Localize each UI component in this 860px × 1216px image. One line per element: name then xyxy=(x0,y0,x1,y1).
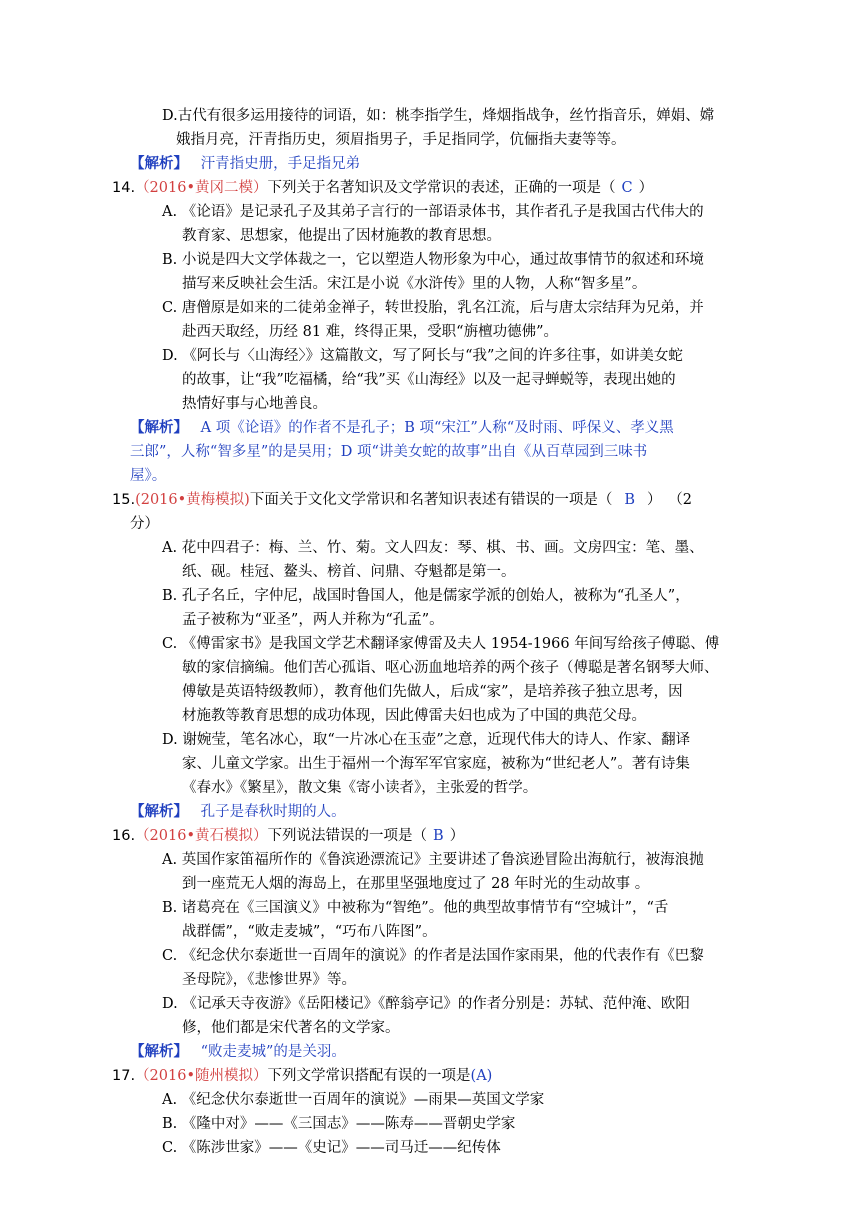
q17-stem xyxy=(112,1066,492,1086)
q16-option-d-line2: 修，他们都是宋代著名的文学家。 xyxy=(182,1020,400,1036)
question-text: 下列文学常识搭配有误的一项是 xyxy=(267,1068,471,1084)
analysis-label: 【解析】 xyxy=(130,419,188,436)
q14-option-a-line2: 教育家、思想家，他提出了因材施教的教育思想。 xyxy=(182,228,501,244)
question-close: ） xyxy=(647,492,662,508)
q15-option-d-line2: 家、儿童文学家。出生于福州一个海军军官家庭，被称为“世纪老人”。著有诗集 xyxy=(182,756,690,772)
q14-option-d-line1: D. 《阿长与〈山海经〉》这篇散文，写了阿长与“我”之间的许多往事，如讲美女蛇 xyxy=(162,348,683,364)
q15-analysis xyxy=(130,802,346,822)
q14-option-b-line1: B. 小说是四大文学体裁之一，它以塑造人物形象为中心，通过故事情节的叙述和环境 xyxy=(162,252,704,268)
q15-option-d-line3: 《春水》《繁星》，散文集《寄小读者》，主张爱的哲学。 xyxy=(182,780,538,796)
q14-option-d-line3: 热情好事与心地善良。 xyxy=(182,396,327,412)
q14-stem xyxy=(112,178,653,198)
q16-option-d-line1: D. 《记承天寺夜游》《岳阳楼记》《醉翁亭记》的作者分别是：苏轼、范仲淹、欧阳 xyxy=(162,996,690,1012)
analysis-text: “败走麦城”的是关羽。 xyxy=(200,1044,346,1060)
q14-option-b-line2: 描写来反映社会生活。宋江是小说《水浒传》里的人物，人称“智多星”。 xyxy=(182,276,647,292)
q13-analysis xyxy=(130,154,360,174)
q14-option-c-line2: 赴西天取经，历经 81 难，终得正果，受职“旃檀功德佛”。 xyxy=(182,324,558,340)
question-score: （2 xyxy=(675,492,692,508)
q15-option-a-line1: A. 花中四君子：梅、兰、竹、菊。文人四友：琴、棋、书、画。文房四宝：笔、墨、 xyxy=(162,540,704,556)
question-number: 14. xyxy=(112,180,136,196)
q15-stem xyxy=(112,490,692,510)
question-text: 下列关于名著知识及文学常识的表述，正确的一项是（ xyxy=(267,180,616,196)
q14-analysis-line2: 三郎”，人称“智多星”的是吴用；D 项“讲美女蛇的故事”出自《从百草园到三味书 xyxy=(130,444,648,460)
analysis-text: A 项《论语》的作者不是孔子；B 项“宋江”人称“及时雨、呼保义、孝义黑 xyxy=(200,420,674,436)
analysis-label: 【解析】 xyxy=(130,155,188,172)
question-source: (2016•黄梅模拟) xyxy=(135,492,250,508)
q15-score-continued: 分） xyxy=(130,516,159,532)
q15-option-c-line3: 傅敏是英语特级教师），教育他们先做人，后成“家”，是培养孩子独立思考，因 xyxy=(182,684,683,700)
q14-option-a-line1: A. 《论语》是记录孔子及其弟子言行的一部语录体书，其作者孔子是我国古代伟大的 xyxy=(162,204,704,220)
analysis-label: 【解析】 xyxy=(130,1043,188,1060)
question-text: 下面关于文化文学常识和名著知识表述有错误的一项是（ xyxy=(249,492,613,508)
q16-option-b-line2: 战群儒”，“败走麦城”，“巧布八阵图”。 xyxy=(182,924,437,940)
q15-option-c-line1: C. 《傅雷家书》是我国文学艺术翻译家傅雷及夫人 1954-1966 年间写给孩子傅聪、傅 xyxy=(162,636,720,652)
question-number: 16. xyxy=(112,828,136,844)
question-answer: (A) xyxy=(470,1068,493,1084)
analysis-text: 孔子是春秋时期的人。 xyxy=(200,804,346,820)
q14-option-d-line2: 的故事，让“我”吃福橘，给“我”买《山海经》以及一起寻蝉蜕等，表现出她的 xyxy=(182,372,676,388)
q13-option-d-line1: D.古代有很多运用接待的词语，如：桃李指学生，烽烟指战争，丝竹指音乐，婵娟、嫦 xyxy=(162,108,715,124)
q15-option-a-line2: 纸、砚。桂冠、鳌头、榜首、问鼎、夺魁都是第一。 xyxy=(182,564,516,580)
question-close: ） xyxy=(638,180,654,196)
q13-option-d-line2: 娥指月亮，汗青指历史，须眉指男子，手足指同学，伉俪指夫妻等等。 xyxy=(176,132,626,148)
question-number: 15. xyxy=(112,492,136,508)
question-answer: B xyxy=(624,492,635,508)
q15-option-c-line2: 敏的家信摘编。他们苦心孤诣、呕心沥血地培养的两个孩子（傅聪是著名钢琴大师、 xyxy=(182,660,719,676)
analysis-text: 汗青指史册，手足指兄弟 xyxy=(200,156,361,172)
q14-option-c-line1: C. 唐僧原是如来的二徒弟金禅子，转世投胎，乳名江流，后与唐太宗结拜为兄弟，并 xyxy=(162,300,704,316)
question-number: 17. xyxy=(112,1068,136,1084)
q17-option-b: B. 《隆中对》——《三国志》——陈寿——晋朝史学家 xyxy=(162,1116,516,1132)
q14-analysis-line3: 屋》。 xyxy=(130,468,167,484)
q16-option-b-line1: B. 诸葛亮在《三国演义》中被称为“智绝”。他的典型故事情节有“空城计”，“舌 xyxy=(162,900,669,916)
q14-analysis xyxy=(130,418,674,438)
question-source: （2016•黄冈二模） xyxy=(135,180,268,196)
question-answer: B xyxy=(433,828,444,844)
q16-option-c-line1: C. 《纪念伏尔泰逝世一百周年的演说》的作者是法国作家雨果，他的代表作有《巴黎 xyxy=(162,948,704,964)
q16-option-a-line1: A. 英国作家笛福所作的《鲁滨逊漂流记》主要讲述了鲁滨逊冒险出海航行，被海浪抛 xyxy=(162,852,704,868)
question-answer: C xyxy=(621,180,633,196)
q15-option-b-line1: B. 孔子名丘，字仲尼，战国时鲁国人，他是儒家学派的创始人，被称为“孔圣人”， xyxy=(162,588,690,604)
question-source: （2016•黄石模拟） xyxy=(135,828,268,844)
q16-stem xyxy=(112,826,464,846)
question-text: 下列说法错误的一项是（ xyxy=(267,828,428,844)
q15-option-d-line1: D. 谢婉莹，笔名冰心，取“一片冰心在玉壶”之意，近现代伟大的诗人、作家、翻译 xyxy=(162,732,691,748)
q15-option-b-line2: 孟子被称为“亚圣”，两人并称为“孔孟”。 xyxy=(182,612,444,628)
q16-option-c-line2: 圣母院》，《悲惨世界》等。 xyxy=(182,972,356,988)
q17-option-c: C. 《陈涉世家》——《史记》——司马迁——纪传体 xyxy=(162,1140,501,1156)
question-close: ） xyxy=(449,828,465,844)
q16-option-a-line2: 到一座荒无人烟的海岛上，在那里坚强地度过了 28 年时光的生动故事 。 xyxy=(182,876,650,892)
analysis-label: 【解析】 xyxy=(130,803,188,820)
q15-option-c-line4: 材施教等教育思想的成功体现，因此傅雷夫妇也成为了中国的典范父母。 xyxy=(182,708,646,724)
question-source: （2016•随州模拟） xyxy=(135,1068,268,1084)
q17-option-a: A. 《纪念伏尔泰逝世一百周年的演说》—雨果—英国文学家 xyxy=(162,1092,545,1108)
q16-analysis xyxy=(130,1042,346,1062)
